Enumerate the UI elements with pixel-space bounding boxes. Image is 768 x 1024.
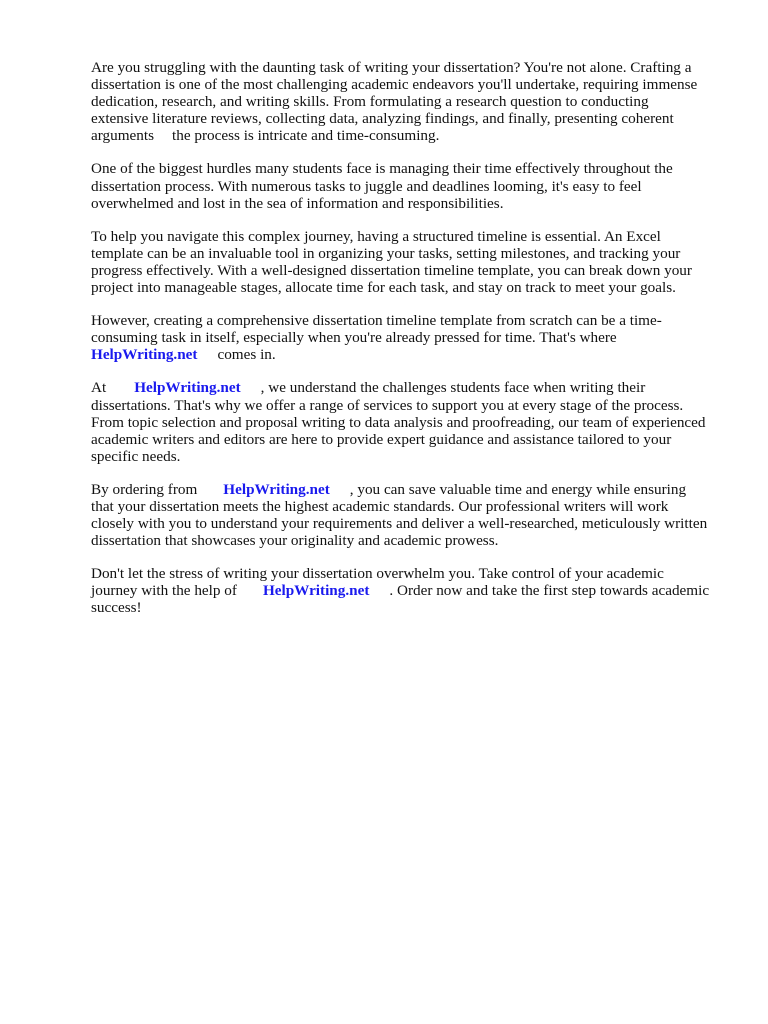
text-line: project into manageable stages, allocate time for each task, and stay on track to meet your goals. — [91, 279, 676, 297]
helpwriting-link[interactable]: HelpWriting.net — [91, 346, 198, 364]
text-line: Are you struggling with the daunting task of writing your dissertation? You're not alone. Crafting a — [91, 59, 692, 76]
text-line: However, creating a comprehensive dissertation timeline template from scratch can be a time- — [91, 312, 662, 330]
text-line: Don't let the stress of writing your dissertation overwhelm you. Take control of your academic — [91, 565, 664, 583]
paragraph-ordering — [91, 481, 731, 549]
text-line: arguments — [91, 127, 154, 145]
text-line: progress effectively. With a well-designed dissertation timeline template, you can break down your — [91, 261, 692, 279]
paragraph-intro — [91, 59, 731, 144]
text-line: , you can save valuable time and energy while ensuring — [349, 480, 687, 498]
text-line: journey with the help of — [91, 582, 237, 600]
text-line: , we understand the challenges students face when writing their — [260, 379, 646, 397]
text-line: To help you navigate this complex journey, having a structured timeline is essential. An Excel — [91, 227, 661, 245]
text-line: that your dissertation meets the highest academic standards. Our professional writers will work — [91, 497, 669, 515]
text-line: dissertation that showcases your originality and academic prowess. — [91, 532, 499, 550]
text-line: template can be an invaluable tool in organizing your tasks, setting milestones, and tracking your — [91, 244, 681, 262]
text-line: specific needs. — [91, 447, 181, 465]
text-line: One of the biggest hurdles many students face is managing their time effectively throughout the — [91, 160, 673, 178]
text-line: At — [91, 379, 107, 397]
text-line: comes in. — [217, 346, 276, 364]
paragraph-closing — [91, 565, 731, 616]
text-line: academic writers and editors are here to provide expert guidance and assistance tailored to your — [91, 430, 672, 448]
helpwriting-link[interactable]: HelpWriting.net — [223, 480, 330, 498]
text-line: success! — [91, 599, 142, 617]
text-line: closely with you to understand your requirements and deliver a well-researched, meticulously written — [91, 515, 708, 533]
text-line: . Order now and take the first step towards academic — [389, 582, 710, 600]
paragraph-from-scratch — [91, 312, 731, 363]
text-line: dissertations. That's why we offer a range of services to support you at every stage of the process. — [91, 396, 684, 414]
text-line: consuming task in itself, especially when you're already pressed for time. That's where — [91, 329, 617, 347]
text-line: dissertation process. With numerous tasks to juggle and deadlines looming, it's easy to feel — [91, 177, 642, 195]
paragraph-services — [91, 379, 731, 464]
paragraph-excel-template — [91, 228, 731, 296]
helpwriting-link[interactable]: HelpWriting.net — [262, 582, 370, 600]
text-line: overwhelmed and lost in the sea of information and responsibilities. — [91, 194, 504, 212]
paragraph-hurdles — [91, 160, 731, 211]
text-line: By ordering from — [91, 480, 198, 498]
text-line: dedication, research, and writing skills. From formulating a research question to conducting — [91, 93, 649, 111]
text-line: extensive literature reviews, collecting data, analyzing findings, and finally, presenting coherent — [91, 110, 674, 128]
text-line: From topic selection and proposal writing to data analysis and proofreading, our team of experienced — [91, 413, 706, 431]
document-page — [91, 59, 731, 633]
text-line: dissertation is one of the most challenging academic endeavors you'll undertake, requiring immense — [91, 76, 698, 94]
text-line: the process is intricate and time-consuming. — [172, 127, 440, 145]
helpwriting-link[interactable]: HelpWriting.net — [134, 379, 241, 397]
